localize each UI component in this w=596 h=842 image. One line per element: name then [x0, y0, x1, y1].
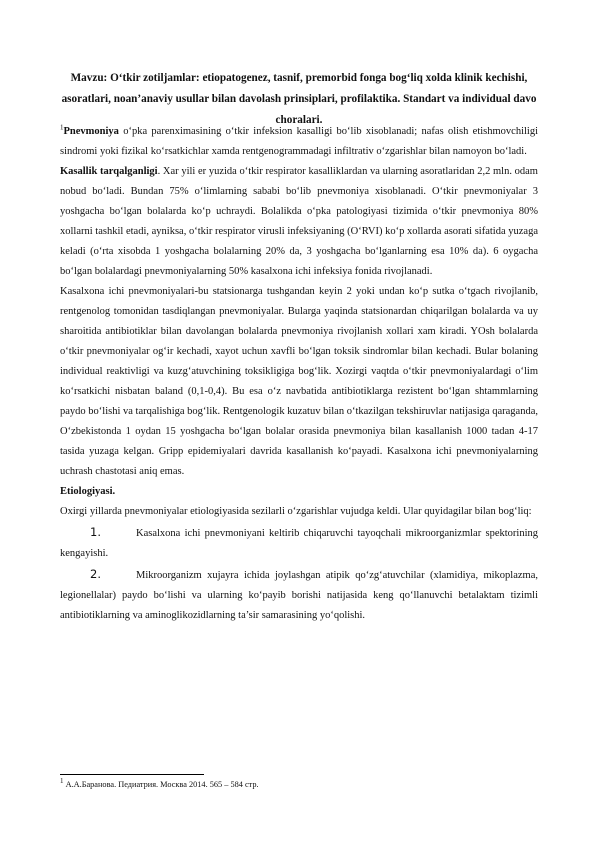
definition-paragraph [60, 122, 538, 162]
hospital-pneumonia-paragraph: Kasalxona ichi pnevmoniyalari-bu statsionarga tushgandan keyin 2 yoki undan ko‘p sutka o‘tgach rivojlanib, rentgenolog tomonidan tasdiqlangan pnevmoniyalar. Bularga yaqinda statsionardan chiqarilgan bolalarda va uy sharoitida antibiotiklar bilan davolangan bolalarda pnevmoniya rivojlanish xollari xam kiradi. YOsh bolalarda o‘tkir pnevmoniyalar og‘ir kechadi, xayot uchun xavfli bo‘lgan toksik sindromlar bilan kechadi. Bular bolaning individual reaktivligi va kuzg‘atuvchining toksikligiga bog‘lik. Xozirgi vaqtda o‘tkir pnevmoniyalardagi o‘lim ko‘rsatkichi nisbatan baland (0,1-0,4). Bu esa o‘z navbatida antibiotiklarga rezistent bo‘lgan shtammlarning paydo bo‘lishi va tarqalishiga bog‘lik. Rentgenologik kuzatuv bilan o‘tkazilgan tekshiruvlar natijasiga qaraganda, O‘zbekistonda 1 oydan 15 yoshgacha bo‘lgan bolalar orasida pnevmoniya bilan kasallanish 1000 tadan 4-17 tasida yuzaga kelgan. Gripp epidemiyalari davrida kasallanish ko‘payadi. Kasalxona ichi pnevmoniyalarning uchrash chastotasi aniq emas. [60, 286, 538, 477]
list-item-text: Mikroorganizm xujayra ichida joylashgan atipik qo‘zg‘atuvchilar (xlamidiya, mikoplazma, legionellalar) paydo bo‘lishi va ularning ko‘payib borishi natijasida keng qo‘llanuvchi betalaktam tizimli antibiotiklarning va aminoglikozidlarning ta’sir samarasining yo‘qolishi. [60, 570, 538, 621]
footnote-divider [60, 774, 204, 775]
footnote [60, 779, 538, 790]
definition-term: Pnevmoniya [63, 126, 119, 137]
list-item-text: Kasalxona ichi pnevmoniyani keltirib chiqaruvchi tayoqchali mikroorganizmlar spektorining kengayishi. [60, 528, 538, 559]
footnote-reference: 1 [60, 123, 64, 132]
etiology-heading [60, 482, 538, 502]
list-item [60, 564, 538, 626]
list-item-number: 1. [90, 525, 101, 539]
prevalence-paragraph [60, 162, 538, 282]
footnote-text: А.А.Баранова. Педиатрия. Москва 2014. 565 – 584 стр. [63, 780, 259, 789]
list-item-number: 2. [90, 567, 101, 581]
document-body [60, 122, 538, 626]
prevalence-text: . Xar yili er yuzida o‘tkir respirator kasalliklardan va ularning asoratlaridan 2,2 mln. odam nobud bo‘ladi. Bundan 75% o‘limlarning sababi bo‘lib pnevmoniya xisoblanadi. O‘tkir pnevmoniyalar 3 yoshgacha bo‘lgan bolalarda ko‘p uchraydi. Bolalikda o‘pka patologiyasi tizimida o‘tkir pnevmoniya 80% xollarni tashkil etadi, ayniksa, o‘tkir respirator virusli infeksiyaning (O‘RVI) ko‘p xollarda asorati sifatida yuzaga keladi (o‘rta xisobda 1 yoshgacha bolalarning 20% da, 3 yoshgacha bo‘lganlarning esa 10% da). 6 oygacha bo‘lgan bolalardagi pnevmoniyalarning 50% kasalxona ichi infeksiya fonida rivojlanadi. [60, 166, 538, 277]
etiology-intro: Oxirgi yillarda pnevmoniyalar etiologiyasida sezilarli o‘zgarishlar vujudga keldi. Ular quyidagilar bilan bog‘liq: [60, 506, 532, 517]
list-item [60, 522, 538, 564]
footnote-mark: 1 [60, 777, 64, 786]
document-title: Mavzu: O‘tkir zotiljamlar: etiopatogenez, tasnif, premorbid fonga bog‘liq xolda klinik kechishi, asoratlari, noan’anaviy usullar bilan davolash prinsiplari, profilaktika. Standart va individual davo choralari. [61, 72, 537, 126]
prevalence-heading: Kasallik tarqalganligi [60, 166, 158, 177]
definition-text: o‘pka parenximasining o‘tkir infeksion kasalligi bo‘lib xisoblanadi; nafas olish etishmovchiligi sindromi yoki fizikal ko‘rsatkichlar xamda rentgenogrammadagi infiltrativ o‘zgarishlar bilan namoyon bo‘ladi. [60, 126, 538, 157]
etiology-heading-text: Etiologiyasi. [60, 486, 116, 497]
